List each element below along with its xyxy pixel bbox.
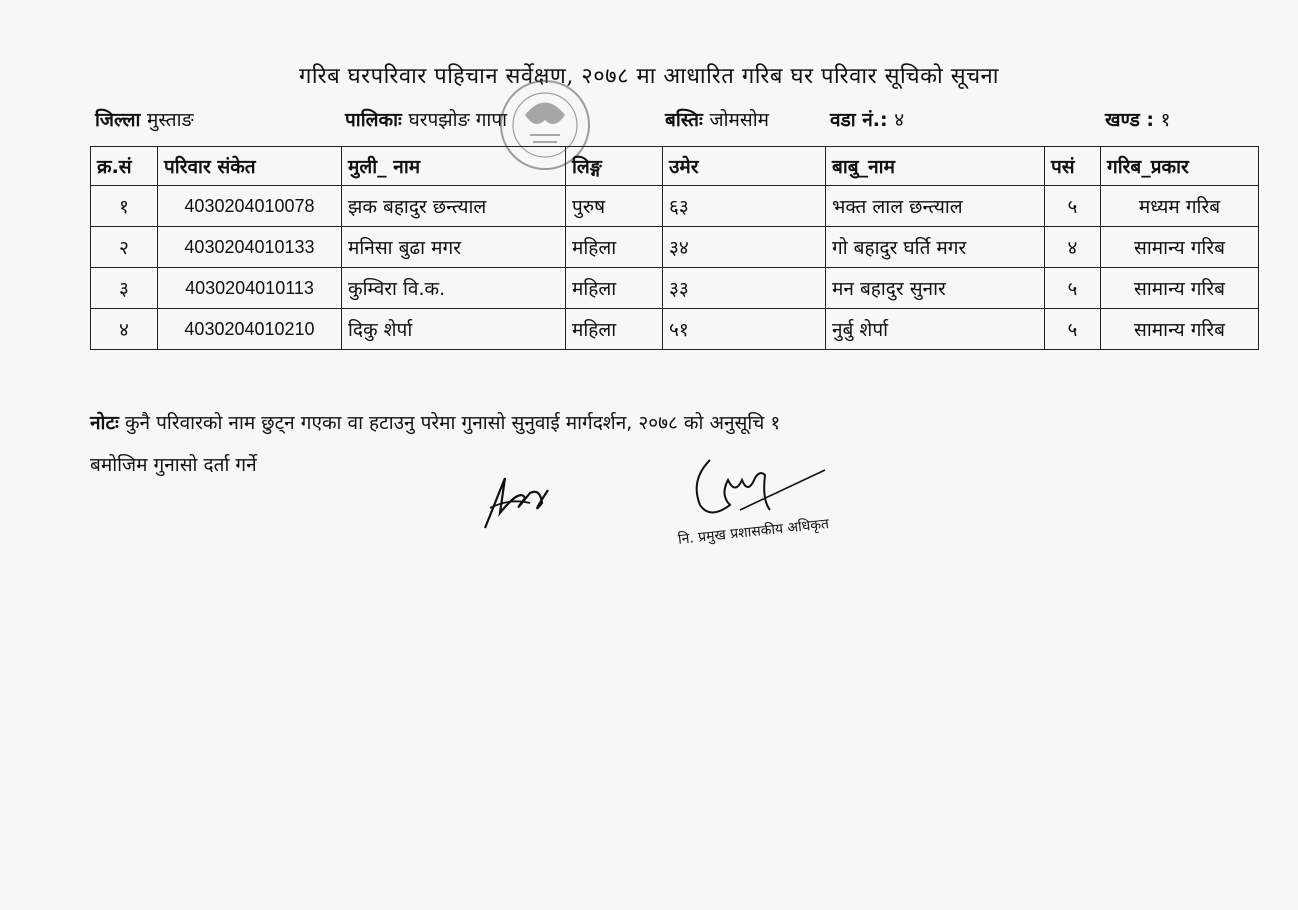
khanda-label: खण्ड : [1105,109,1154,131]
header-family-code: परिवार संकेत [158,147,342,186]
cell-poverty-type: सामान्य गरिब [1101,309,1259,350]
cell-family-size: ४ [1045,227,1101,268]
khanda-field [1105,106,1170,132]
cell-gender: महिला [566,268,663,309]
cell-family-code: 4030204010210 [158,309,342,350]
cell-age: ३४ [663,227,826,268]
table-row [91,186,1259,227]
header-poverty-type: गरिब_प्रकार [1101,147,1259,186]
cell-father-name: नुर्बु शेर्पा [826,309,1045,350]
cell-family-code: 4030204010078 [158,186,342,227]
header-family-size: पसं [1045,147,1101,186]
cell-age: ६३ [663,186,826,227]
cell-sn: १ [91,186,158,227]
district-label: जिल्ला [95,109,141,131]
palika-value: घरपझोङ गापा [408,109,508,131]
cell-family-size: ५ [1045,268,1101,309]
table-row [91,268,1259,309]
cell-gender: पुरुष [566,186,663,227]
header-sn: क्र.सं [91,147,158,186]
cell-gender: महिला [566,309,663,350]
cell-father-name: मन बहादुर सुनार [826,268,1045,309]
district-value: मुस्ताङ [147,109,194,131]
cell-poverty-type: सामान्य गरिब [1101,268,1259,309]
district-field [95,106,194,132]
ward-label: वडा नं.: [830,109,888,131]
palika-field [345,106,507,132]
cell-family-code: 4030204010133 [158,227,342,268]
page-title: गरिब घरपरिवार पहिचान सर्वेक्षण, २०७८ मा आधारित गरिब घर परिवार सूचिको सूचना [299,64,999,89]
cell-head-name: दिकु शेर्पा [342,309,566,350]
note-text: कुनै परिवारको नाम छुट्न गएका वा हटाउनु परेमा गुनासो सुनुवाई मार्गदर्शन, २०७८ को अनुसूचि १ [124,412,781,434]
cell-poverty-type: मध्यम गरिब [1101,186,1259,227]
cell-age: ५१ [663,309,826,350]
table-header-row [91,147,1259,186]
header-age: उमेर [663,147,826,186]
ward-value: ४ [894,109,905,131]
header-father-name: बाबु_नाम [826,147,1045,186]
cell-age: ३३ [663,268,826,309]
ward-field [830,106,904,132]
cell-poverty-type: सामान्य गरिब [1101,227,1259,268]
basti-label: बस्तिः [665,109,703,131]
header-head-name: मुली_ नाम [342,147,566,186]
note-line-2: बमोजिम गुनासो दर्ता गर्ने [90,454,257,476]
cell-head-name: झक बहादुर छन्त्याल [342,186,566,227]
palika-label: पालिकाः [345,109,402,131]
cell-father-name: गो बहादुर घर्ति मगर [826,227,1045,268]
cell-gender: महिला [566,227,663,268]
household-table [90,146,1259,350]
cell-family-size: ५ [1045,186,1101,227]
table-row [91,227,1259,268]
cell-sn: ३ [91,268,158,309]
note-label: नोटः [90,412,119,434]
basti-field [665,106,769,132]
header-gender: लिङ्ग [566,147,663,186]
note-line-1 [90,402,1190,444]
signature-1-icon [470,468,560,538]
cell-sn: २ [91,227,158,268]
khanda-value: १ [1160,109,1171,131]
cell-head-name: कुम्विरा वि.क. [342,268,566,309]
cell-sn: ४ [91,309,158,350]
cell-family-code: 4030204010113 [158,268,342,309]
cell-head-name: मनिसा बुढा मगर [342,227,566,268]
basti-value: जोमसोम [709,109,769,131]
table-row [91,309,1259,350]
signatory-title: नि. प्रमुख प्रशासकीय अधिकृत [677,516,830,548]
cell-father-name: भक्त लाल छन्त्याल [826,186,1045,227]
note-block [90,402,1190,486]
cell-family-size: ५ [1045,309,1101,350]
